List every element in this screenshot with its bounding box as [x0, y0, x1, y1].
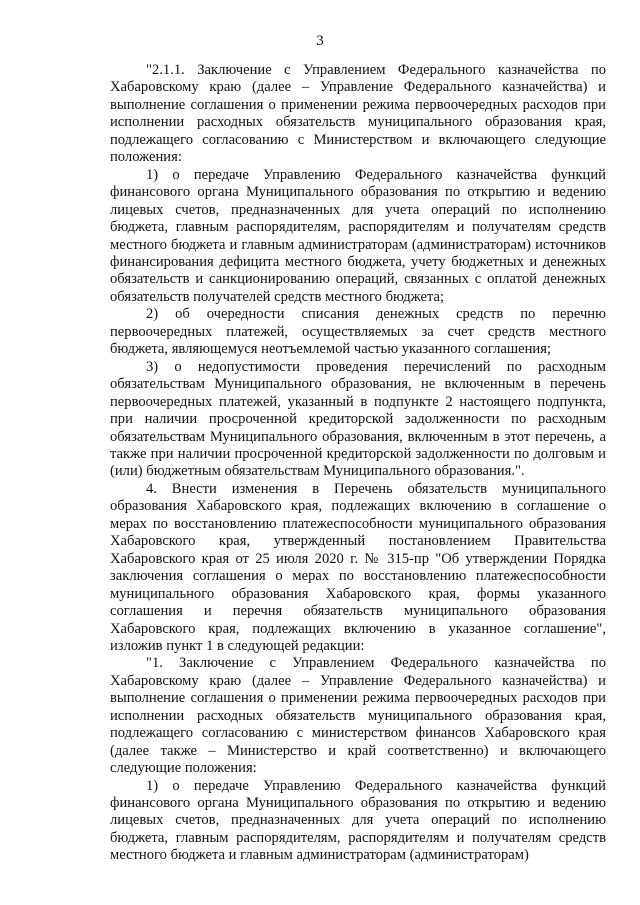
paragraph-quoted-item-1: 1) о передаче Управлению Федерального казначейства функций финансового органа Муниципального образования по открытию и ведению лицевых счетов, предназначенных для учета операций по исполнению бюджета, главным распорядителям, распорядителям и получателям средств местного бюджета и главным администраторам (администраторам) [110, 777, 606, 864]
paragraph-2-1-1: "2.1.1. Заключение с Управлением Федерального казначейства по Хабаровскому краю (далее – Управление Федерального казначейства) и выполнение соглашения о применении режима первоочередных расходов при исполнении расходных обязательств муниципального образования края, подлежащего согласованию с Министерством и включающего следующие положения: [110, 62, 606, 166]
page-number: 3 [316, 33, 324, 49]
paragraph-4: 4. Внести изменения в Перечень обязательств муниципального образования Хабаровского края, подлежащих включению в соглашение о мерах по восстановлению платежеспособности муниципального образования Хабаровского края, утвержденный постановлением Правительства Хабаровского края от 25 июля 2020 г. № 315-пр "Об утверждении Порядка заключения соглашения о мерах по восстановлению платежеспособности муниципального образования Хабаровского края, формы указанного соглашения и перечня обязательств муниципального образования Хабаровского края, подлежащих включению в указанное соглашение", изложив пункт 1 в следующей редакции: [110, 480, 606, 654]
paragraph-item-1: 1) о передаче Управлению Федерального казначейства функций финансового органа Муниципального образования по открытию и ведению лицевых счетов, предназначенных для учета операций по исполнению бюджета, главным распорядителям, распорядителям и получателям средств местного бюджета и главным администраторам (администраторам) источников финансирования дефицита местного бюджета, учету бюджетных и денежных обязательств и санкционированию операций, связанных с оплатой денежных обязательств получателей средств местного бюджета; [110, 166, 606, 305]
paragraph-item-2: 2) об очередности списания денежных средств по перечню первоочередных платежей, осуществляемых за счет средств местного бюджета, являющемуся неотъемлемой частью указанного соглашения; [110, 306, 606, 358]
document-body [110, 62, 606, 865]
paragraph-item-3: 3) о недопустимости проведения перечислений по расходным обязательствам Муниципального образования, не включенным в перечень первоочередных платежей, указанный в подпункте 2 настоящего подпункта, при наличии просроченной кредиторской задолженности по расходным обязательствам Муниципального образования, включенным в этот перечень, а также при наличии просроченной кредиторской задолженности по долговым и (или) бюджетным обязательствам Муниципального образования.". [110, 358, 606, 480]
paragraph-quoted-1: "1. Заключение с Управлением Федерального казначейства по Хабаровскому краю (далее – Управление Федерального казначейства) и выполнение соглашения о применении режима первоочередных расходов при исполнении расходных обязательств муниципального образования края, подлежащего согласованию с министерством финансов Хабаровского края (далее также – Министерство и край соответственно) и включающего следующие положения: [110, 655, 606, 777]
